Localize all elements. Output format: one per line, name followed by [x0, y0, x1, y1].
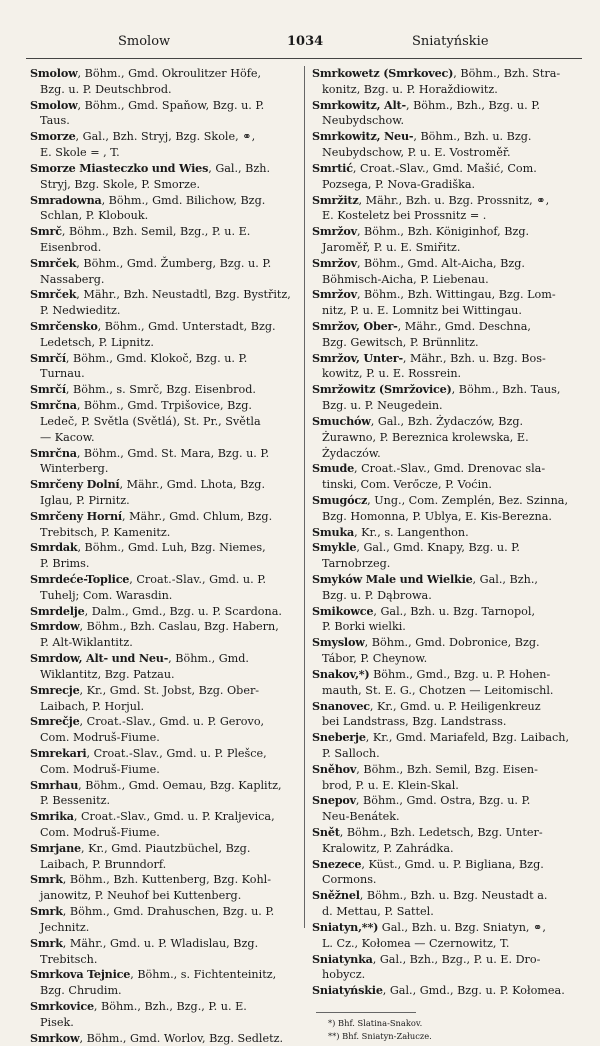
gazetteer-entry — [312, 572, 578, 604]
entry-details: , Böhm., s. Fichtenteinitz, Bzg. Chrudim. — [40, 968, 277, 998]
gazetteer-entry — [30, 572, 296, 604]
place-name: Smugócz — [312, 492, 368, 507]
place-name: Snepov — [312, 793, 356, 808]
place-name: Smradowna — [30, 192, 102, 207]
place-name: Sneberje — [312, 730, 366, 745]
gazetteer-entry — [30, 98, 296, 130]
gazetteer-entry — [30, 129, 296, 161]
gazetteer-entry — [312, 66, 578, 98]
entry-details: , Mähr., Gmd. u. P. Wladislau, Bzg. Trebitsch. — [40, 936, 259, 966]
entry-details: , Böhm., Gmd. Ostra, Bzg. u. P. Neu-Benátek. — [322, 794, 531, 824]
entry-details: , Mähr., Gmd. Lhota, Bzg. Iglau, P. Pirnitz. — [40, 478, 265, 507]
entry-details: , Kr., Gmd. Mariafeld, Bzg. Laibach, P. Salloch. — [322, 731, 570, 760]
gazetteer-entry — [312, 540, 578, 572]
entry-details: , Böhm., Bzh. Semil, Bzg. Eisen- brod, P. u. E. Klein-Skal. — [322, 762, 538, 792]
place-name: Smrk — [30, 935, 63, 950]
gazetteer-entry — [30, 683, 296, 715]
entry-details: , Böhm., Bzh. Caslau, Bzg. Habern, P. Alt-Wiklantitz. — [40, 620, 279, 650]
gazetteer-entry — [30, 224, 296, 256]
entry-details: , Böhm., Bzh. Wittingau, Bzg. Lom- nitz, P. u. E. Lomnitz bei Wittingau. — [322, 288, 556, 318]
entry-details: , Böhm., Bzh. Königinhof, Bzg. Jaroměř, P. u. E. Smiřitz. — [322, 225, 530, 254]
place-name: Smrečje — [30, 714, 80, 729]
place-name: Smržov — [312, 224, 357, 239]
entry-details: Gal., Bzh. u. Bzg. Sniatyn, ⚭, L. Cz., Kołomea — Czernowitz, T. — [322, 920, 546, 950]
entry-details: , Böhm., Gmd. Spaňow, Bzg. u. P. Taus. — [40, 98, 265, 128]
gazetteer-entry — [30, 872, 296, 904]
place-name: Smrček — [30, 287, 77, 302]
entry-details: , Gal., Bzh. Stryj, Bzg. Skole, ⚭, E. Skole = , T. — [40, 130, 256, 160]
gazetteer-entry — [312, 256, 578, 288]
gazetteer-entry — [30, 904, 296, 936]
entry-details: , Kr., s. Langenthon. — [354, 525, 469, 539]
gazetteer-entry — [312, 414, 578, 461]
gazetteer-entry — [30, 936, 296, 968]
entry-details: , Böhm., Gmd. Drahuschen, Bzg. u. P. Jechnitz. — [40, 905, 275, 934]
gazetteer-entry — [30, 509, 296, 541]
place-name: Smykle — [312, 540, 357, 555]
gazetteer-entry — [30, 256, 296, 288]
left-column — [30, 66, 296, 1046]
entry-details: , Gal., Bzh., Bzg., P. u. E. Dro- hobycz. — [322, 952, 541, 982]
gazetteer-entry — [30, 398, 296, 445]
gazetteer-entry — [312, 920, 578, 952]
place-name: Smržowitz (Smržovice) — [312, 382, 452, 397]
gazetteer-entry — [312, 857, 578, 889]
gazetteer-entry — [312, 461, 578, 493]
gazetteer-entry — [30, 540, 296, 572]
place-name: Sniatynka — [312, 951, 373, 966]
gazetteer-entry — [312, 319, 578, 351]
place-name: Smržitz — [312, 192, 359, 207]
gazetteer-entry — [312, 983, 578, 999]
place-name: Smrkow — [30, 1030, 80, 1045]
entry-details: , Böhm., Bzh. Kuttenberg, Bzg. Kohl- janowitz, P. Neuhof bei Kuttenberg. — [40, 873, 272, 903]
place-name: Sniatyn,**) — [312, 919, 379, 934]
gazetteer-entry — [30, 1031, 296, 1046]
gazetteer-entry — [30, 351, 296, 383]
entry-details: , Böhm., Gmd. Oemau, Bzg. Kaplitz, P. Bessenitz. — [40, 778, 282, 808]
gazetteer-entry — [312, 888, 578, 920]
place-name: Smrček — [30, 255, 77, 270]
gazetteer-entry — [312, 825, 578, 857]
place-name: Smorze — [30, 129, 76, 144]
place-name: Smrdow, Alt- und Neu- — [30, 651, 169, 666]
entry-details: , Kr., Gmd. u. P. Heiligenkreuz bei Landstrass, Bzg. Landstrass. — [322, 699, 541, 729]
gazetteer-entry — [312, 730, 578, 762]
entry-details: , Böhm., Bzh. u. Bzg. Neubydschow, P. u. E. Vostroměř. — [322, 130, 532, 160]
gazetteer-entry — [312, 604, 578, 636]
entry-details: , Böhm., Bzh., Bzg., P. u. E. Pisek. — [40, 999, 247, 1029]
place-name: Smrčeny Dolní — [30, 477, 120, 492]
place-name: Smrč — [30, 224, 62, 239]
place-name: Snět — [312, 825, 340, 839]
gazetteer-entry — [30, 66, 296, 98]
place-name: Snakov,*) — [312, 666, 370, 681]
place-name: Snezece — [312, 856, 362, 871]
place-name: Smržov, Ober- — [312, 319, 398, 333]
gazetteer-entry — [30, 746, 296, 778]
gazetteer-entry — [312, 525, 578, 541]
place-name: Smržov — [312, 287, 357, 302]
running-header — [30, 34, 578, 54]
gazetteer-entry — [30, 477, 296, 509]
entry-details: , Böhm., Gmd. Žumberg, Bzg. u. P. Nassaberg. — [40, 256, 272, 286]
place-name: Smrčna — [30, 398, 77, 413]
place-name: Smolow — [30, 66, 78, 80]
entry-details: , Ung., Com. Zemplén, Bez. Szinna, Bzg. Homonna, P. Ublya, E. Kis-Berezna. — [322, 493, 569, 523]
entry-details: , Gal., Bzh. Żydaczów, Bzg. Żurawno, P. Bereznica krolewska, E. Żydaczów. — [322, 414, 529, 460]
gazetteer-entry — [312, 793, 578, 825]
entry-details: , Böhm., Gmd. Okroulitzer Höfe, Bzg. u. P. Deutschbrod. — [40, 67, 262, 96]
place-name: Smrika — [30, 809, 74, 824]
entry-details: , Böhm., s. Smrč, Bzg. Eisenbrod. — [65, 383, 256, 397]
entry-details: Böhm., Gmd., Bzg. u. P. Hohen- mauth, St. E. G., Chotzen — Leitomischl. — [322, 667, 554, 697]
entry-details: , Böhm., Bzh. Ledetsch, Bzg. Unter- Kralowitz, P. Zahrádka. — [322, 826, 543, 855]
entry-details: , Böhm., Gmd. Dobronice, Bzg. Tábor, P. Cheynow. — [322, 636, 540, 666]
place-name: Smrčí — [30, 350, 66, 365]
place-name: Smude — [312, 461, 354, 476]
entry-details: , Croat.-Slav., Gmd. u. P. Plešce, Com. Modruš-Fiume. — [40, 746, 267, 776]
entry-details: , Küst., Gmd. u. P. Bigliana, Bzg. Cormons. — [322, 857, 544, 887]
entry-details: , Böhm., Bzh. Taus, Bzg. u. P. Neugedein. — [322, 383, 561, 413]
gazetteer-entry — [312, 193, 578, 225]
gazetteer-entry — [312, 493, 578, 525]
entry-details: , Böhm., Gmd. Alt-Aicha, Bzg. Böhmisch-Aicha, P. Liebenau. — [322, 256, 525, 286]
gazetteer-entry — [312, 699, 578, 731]
entry-details: , Gal., Bzh. Stryj, Bzg. Skole, P. Smorze. — [40, 161, 271, 191]
gazetteer-entry — [30, 319, 296, 351]
gazetteer-entry — [312, 161, 578, 193]
entry-details: , Gal., Bzh. u. Bzg. Tarnopol, P. Borki wielki. — [322, 604, 536, 634]
place-name: Smrtić — [312, 160, 353, 175]
place-name: Smikowce — [312, 603, 374, 618]
entry-details: , Mähr., Gmd. Chlum, Bzg. Trebitsch, P. Kamenitz. — [40, 509, 273, 539]
gazetteer-entry — [30, 382, 296, 398]
gazetteer-entry — [30, 999, 296, 1031]
gazetteer-entry — [30, 619, 296, 651]
header-last-entry: Sniatyńskie — [412, 34, 489, 49]
place-name: Sniatyńskie — [312, 983, 383, 998]
place-name: Smrkowitz, Alt- — [312, 97, 406, 112]
place-name: Smrjane — [30, 840, 81, 855]
place-name: Smrčensko — [30, 319, 98, 333]
place-name: Smrk — [30, 904, 63, 919]
gazetteer-entry — [30, 651, 296, 683]
entry-details: , Böhm., Gmd. Wiklantitz, Bzg. Patzau. — [40, 652, 249, 681]
entry-details: , Dalm., Gmd., Bzg. u. P. Scardona. — [84, 604, 282, 618]
place-name: Smorze Miasteczko und Wies — [30, 160, 209, 175]
place-name: Smuchów — [312, 413, 371, 428]
entry-details: , Böhm., Bzh. u. Bzg. Neustadt a. d. Mettau, P. Sattel. — [322, 889, 548, 919]
entry-details: , Gal., Gmd. Knapy, Bzg. u. P. Tarnobrzeg. — [322, 541, 520, 571]
place-name: Smrdow — [30, 619, 80, 634]
place-name: Smrčí — [30, 382, 66, 397]
place-name: Smrčeny Horní — [30, 508, 122, 523]
gazetteer-entry — [312, 382, 578, 414]
place-name: Smržov — [312, 255, 357, 270]
entry-details: , Böhm., Gmd. Klokoč, Bzg. u. P. Turnau. — [40, 351, 248, 381]
place-name: Smyków Male und Wielkie — [312, 572, 473, 586]
column-divider — [304, 66, 305, 928]
place-name: Smolow — [30, 97, 78, 112]
place-name: Sněžnel — [312, 888, 360, 903]
header-rule — [26, 58, 582, 59]
entry-details: , Croat.-Slav., Gmd. Drenovac sla- tinski, Com. Verőcze, P. Voćin. — [322, 462, 546, 492]
entry-details: , Böhm., Gmd. Trpišovice, Bzg. Ledeč, P. Světla (Světlá), St. Pr., Světla — Kacow. — [40, 399, 261, 444]
gazetteer-entry — [312, 667, 578, 699]
entry-details: , Croat.-Slav., Gmd. Mašić, Com. Pozsega, P. Nova-Gradiška. — [322, 161, 537, 191]
entry-details: , Mähr., Bzh. u. Bzg. Prossnitz, ⚭, E. Kosteletz bei Prossnitz = . — [322, 193, 550, 223]
footnote: **) Bhf. Sniatyn-Załucze. — [328, 1030, 432, 1041]
entry-details: , Mähr., Bzh. Neustadtl, Bzg. Bystřitz, P. Nedwieditz. — [40, 288, 291, 318]
place-name: Smrdelje — [30, 603, 85, 618]
gazetteer-entry — [312, 224, 578, 256]
place-name: Sněhov — [312, 761, 357, 776]
gazetteer-entry — [30, 287, 296, 319]
gazetteer-entry — [312, 762, 578, 794]
place-name: Smržov, Unter- — [312, 350, 403, 365]
header-first-entry: Smolow — [118, 34, 171, 49]
footnote: *) Bhf. Slatina-Snakov. — [328, 1017, 423, 1028]
gazetteer-entry — [30, 193, 296, 225]
entry-details: , Böhm., Bzh. Semil, Bzg., P. u. E. Eisenbrod. — [40, 225, 251, 254]
place-name: Smrecje — [30, 682, 80, 697]
place-name: Smrkova Tejnice — [30, 967, 131, 982]
gazetteer-entry — [312, 287, 578, 319]
place-name: Smrčna — [30, 445, 77, 460]
place-name: Smrkovice — [30, 998, 94, 1013]
gazetteer-entry — [30, 809, 296, 841]
entry-details: , Böhm., Gmd. Luh, Bzg. Niemes, P. Brims. — [40, 541, 266, 571]
place-name: Snanovec — [312, 698, 370, 713]
footnotes — [316, 1012, 432, 1043]
place-name: Smrkowetz (Smrkovec) — [312, 66, 454, 80]
entry-details: , Croat.-Slav., Gmd. u. P. Gerovo, Com. Modruš-Fiume. — [40, 715, 265, 745]
entry-details: , Böhm., Gmd. St. Mara, Bzg. u. P. Winterberg. — [40, 446, 270, 476]
gazetteer-entry — [30, 967, 296, 999]
place-name: Smuka — [312, 524, 355, 539]
gazetteer-entry — [30, 161, 296, 193]
entry-details: , Kr., Gmd. Piautzbüchel, Bzg. Laibach, P. Brunndorf. — [40, 841, 251, 871]
place-name: Smyslow — [312, 635, 365, 650]
place-name: Smrkowitz, Neu- — [312, 129, 414, 144]
gazetteer-entry — [30, 604, 296, 620]
entry-details: , Böhm., Bzh. Stra- konitz, Bzg. u. P. Horaždiowitz. — [322, 67, 561, 96]
gazetteer-entry — [30, 778, 296, 810]
gazetteer-entry — [30, 841, 296, 873]
gazetteer-entry — [30, 446, 296, 478]
gazetteer-entry — [30, 714, 296, 746]
gazetteer-entry — [312, 351, 578, 383]
entry-details: , Böhm., Gmd. Unterstadt, Bzg. Ledetsch, P. Lipnitz. — [40, 320, 276, 349]
entry-details: , Croat.-Slav., Gmd. u. P. Kraljevica, Com. Modruš-Fiume. — [40, 810, 275, 839]
right-column — [312, 66, 578, 1043]
gazetteer-entry — [312, 98, 578, 130]
entry-details: , Gal., Gmd., Bzg. u. P. Kołomea. — [382, 984, 565, 998]
entry-details: , Mähr., Gmd. Deschna, Bzg. Gewitsch, P. Brünnlitz. — [322, 320, 531, 349]
entry-details: , Kr., Gmd. St. Jobst, Bzg. Ober- Laibach, P. Horjul. — [40, 683, 260, 713]
entry-details: , Böhm., Gmd. Worlov, Bzg. Sedletz. — [79, 1031, 284, 1045]
place-name: Smrdeće-Toplice — [30, 572, 130, 586]
page-number: 1034 — [287, 34, 324, 49]
gazetteer-entry — [312, 129, 578, 161]
entry-details: , Böhm., Bzh., Bzg. u. P. Neubydschow. — [322, 98, 541, 128]
entry-details: , Croat.-Slav., Gmd. u. P. Tuhelj; Com. Warasdin. — [40, 573, 267, 602]
gazetteer-entry — [312, 952, 578, 984]
entry-details: , Mähr., Bzh. u. Bzg. Bos- kowitz, P. u. E. Rossrein. — [322, 351, 546, 381]
entry-details: , Gal., Bzh., Bzg. u. P. Dąbrowa. — [322, 573, 538, 602]
place-name: Smrdak — [30, 540, 78, 555]
place-name: Smrhau — [30, 777, 79, 792]
entry-details: , Böhm., Gmd. Bilichow, Bzg. Schlan, P. Klobouk. — [40, 193, 266, 223]
place-name: Smrekari — [30, 745, 87, 760]
gazetteer-entry — [312, 635, 578, 667]
place-name: Smrk — [30, 872, 63, 887]
